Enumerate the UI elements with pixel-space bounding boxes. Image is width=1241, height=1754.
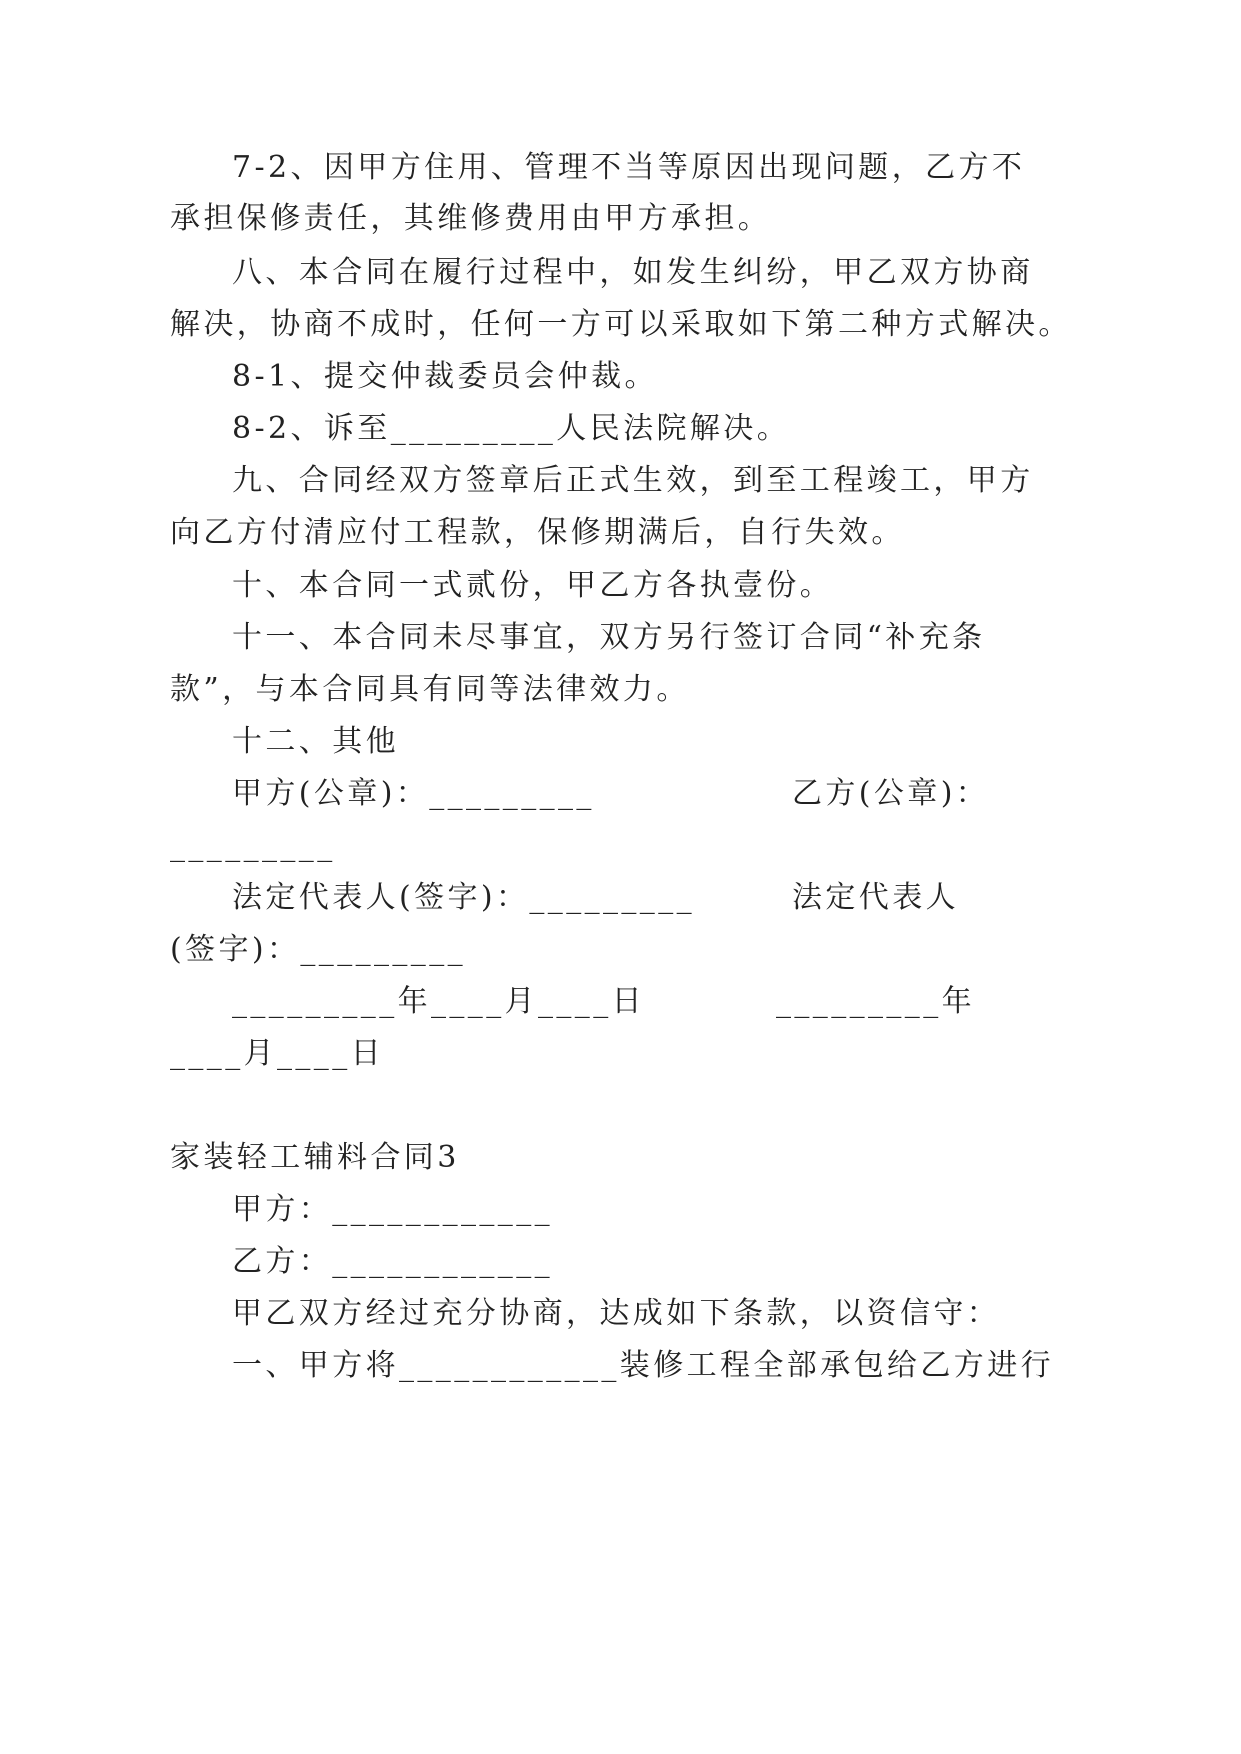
contract-3-clause-1: 一、甲方将____________装修工程全部承包给乙方进行	[232, 1348, 1054, 1383]
party-b-representative-signature: (签字)：_________	[170, 932, 467, 967]
party-a-representative: 法定代表人(签字)：_________	[232, 880, 696, 915]
clause-7-2-line-1: 7-2、因甲方住用、管理不当等原因出现问题，乙方不	[232, 150, 1026, 185]
contract-3-preamble: 甲乙双方经过充分协商，达成如下条款，以资信守：	[232, 1296, 1001, 1331]
contract-3-title: 家装轻工辅料合同3	[170, 1140, 460, 1175]
clause-8-2: 8-2、诉至_________人民法院解决。	[232, 411, 791, 446]
clause-8-line-1: 八、本合同在履行过程中，如发生纠纷，甲乙双方协商	[232, 255, 1034, 290]
party-a-date: _________年____月____日	[232, 984, 645, 1019]
contract-3-party-a: 甲方：____________	[232, 1192, 553, 1227]
clause-8-line-2: 解决，协商不成时，任何一方可以采取如下第二种方式解决。	[170, 307, 1072, 342]
clause-12: 十二、其他	[232, 724, 399, 759]
clause-7-2-line-2: 承担保修责任，其维修费用由甲方承担。	[170, 201, 772, 236]
party-b-date-year: _________年	[776, 984, 975, 1019]
party-b-representative: 法定代表人	[792, 880, 959, 915]
contract-3-party-b: 乙方：____________	[232, 1244, 553, 1279]
clause-10: 十、本合同一式贰份，甲乙方各执壹份。	[232, 568, 834, 603]
party-b-date-month-day: ____月____日	[170, 1036, 384, 1071]
clause-8-1: 8-1、提交仲裁委员会仲裁。	[232, 359, 658, 394]
party-b-seal: 乙方(公章)：	[792, 776, 990, 811]
party-a-seal: 甲方(公章)：_________	[232, 776, 595, 811]
clause-11-line-2: 款”，与本合同具有同等法律效力。	[170, 672, 690, 707]
clause-9-line-1: 九、合同经双方签章后正式生效，到至工程竣工，甲方	[232, 463, 1034, 498]
party-b-seal-blank: _________	[170, 828, 336, 863]
clause-11-line-1: 十一、本合同未尽事宜，双方另行签订合同“补充条	[232, 620, 986, 655]
clause-9-line-2: 向乙方付清应付工程款，保修期满后，自行失效。	[170, 515, 905, 550]
